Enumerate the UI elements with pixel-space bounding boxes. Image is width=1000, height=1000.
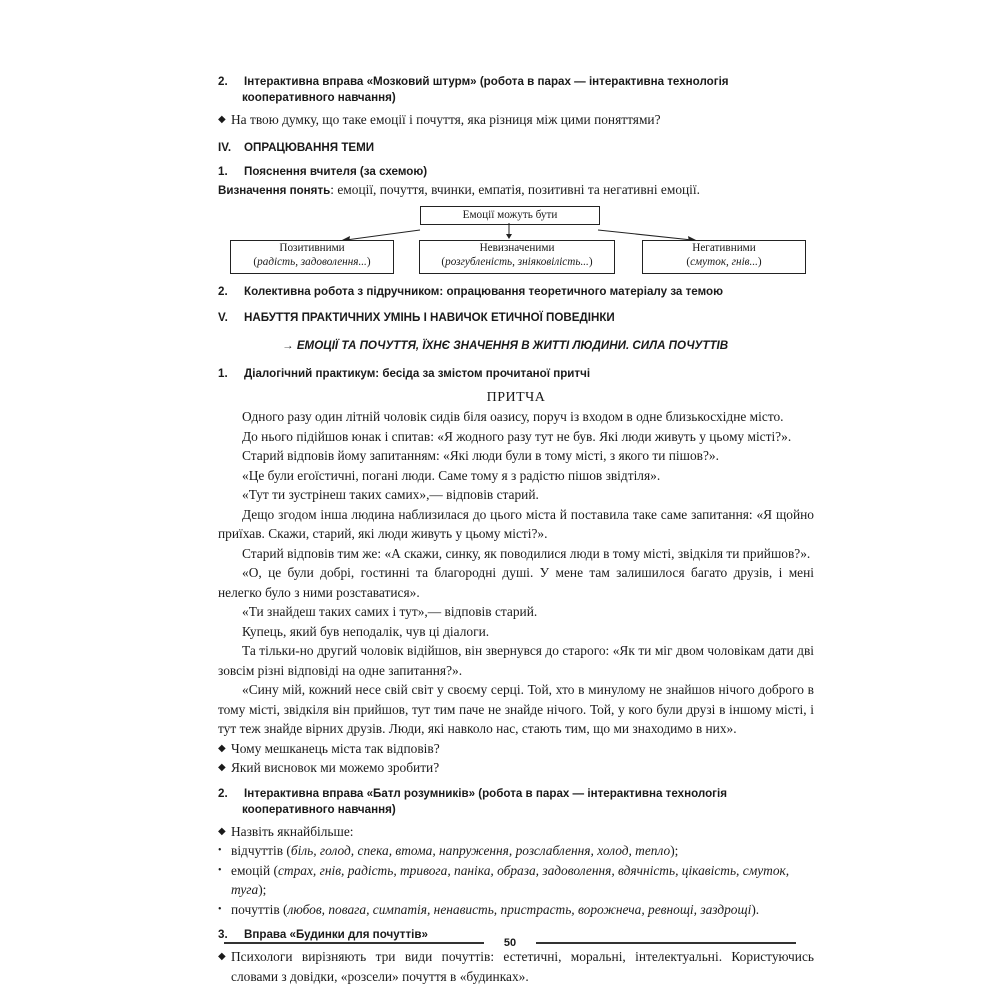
- heading-text: НАБУТТЯ ПРАКТИЧНИХ УМІНЬ І НАВИЧОК ЕТИЧНОЇ ПОВЕДІНКИ: [244, 311, 615, 324]
- section-heading-dialogue: [218, 366, 814, 382]
- emotions-diagram: [218, 206, 814, 274]
- task-text: Психологи вирізняють три види почуттів: естетичні, моральні, інтелектуальні. Користуючись словами з довідки, «розсели» почуття в «будинках».: [231, 949, 814, 984]
- parable-paragraph: Старий відповів йому запитанням: «Які люди були в тому місті, з якого ти пішов?».: [242, 448, 719, 463]
- question-text: Який висновок ми можемо зробити?: [231, 760, 440, 775]
- diamond-bullet-icon: ◆: [218, 114, 226, 125]
- diamond-bullet-icon: ◆: [218, 762, 226, 773]
- parable-paragraph: «Тут ти зустрінеш таких самих»,— відповів старий.: [242, 487, 539, 502]
- box-examples: смуток, гнів...: [690, 256, 758, 268]
- parable-paragraph: «Це були егоїстичні, погані люди. Саме тому я з радістю пішов звідтіля».: [242, 467, 661, 483]
- section-heading-brainstorm: [218, 74, 814, 106]
- parable-paragraph: «Ти знайдеш таких самих і тут»,— відповів старий.: [242, 604, 538, 619]
- heading-text: Колективна робота з підручником: опрацювання теоретичного матеріалу за темою: [244, 285, 723, 298]
- parable-text: [218, 407, 814, 739]
- diagram-box-neutral: Невизначеними (розгубленість, зніяковілість...): [419, 240, 615, 274]
- box-title: Невизначеними: [479, 242, 555, 254]
- page-footer: [224, 936, 796, 950]
- task-text: Назвіть якнайбільше:: [231, 823, 354, 839]
- heading-number: IV.: [218, 140, 232, 154]
- section-heading-iv: [218, 140, 814, 156]
- page-content: [218, 74, 814, 986]
- bullet-item: [218, 739, 814, 759]
- parable-paragraph: «Сину мій, кожний несе свій світ у своєму серці. Той, хто в минулому не знайшов нічого доброго в тому місті, звідкіля він прийшов, тут тим паче не знайде нічого. Той, у кого були друзі в іншому місті, і тут теж знайде вірних друзів. Люди, які навколо нас, стають тим, що ми знаходимо в них».: [218, 682, 814, 736]
- section-heading-teacher: [218, 164, 814, 180]
- definitions-label: Визначення понять: [218, 183, 331, 197]
- heading-text-cont: кооперативного навчання): [242, 91, 396, 104]
- heading-number: V.: [218, 311, 228, 324]
- list-item: • відчуттів (біль, голод, спека, втома, напруження, розслаблення, холод, тепло);: [218, 841, 814, 861]
- diamond-bullet-icon: ◆: [218, 825, 226, 837]
- list-examples: любов, повага, симпатія, ненависть, пристрасть, ворожнеча, ревнощі, заздрощі: [287, 901, 752, 917]
- definitions-line: [218, 180, 814, 201]
- diagram-box-negative: Негативними (смуток, гнів...): [642, 240, 806, 274]
- topic-text: ЕМОЦІЇ ТА ПОЧУТТЯ, ЇХНЄ ЗНАЧЕННЯ В ЖИТТІ ЛЮДИНИ. СИЛА ПОЧУТТІВ: [296, 339, 729, 352]
- parable-paragraph: До нього підійшов юнак і спитав: «Я жодного разу тут не був. Які люди живуть у цьому місті?».: [242, 428, 792, 444]
- footer-rule-right: [536, 942, 796, 944]
- parable-paragraph: Одного разу один літній чоловік сидів біля оазису, поруч із входом в одне близькосхідне місто.: [242, 409, 784, 424]
- parable-paragraph: Дещо згодом інша людина наблизилася до цього міста й поставила таке саме запитання: «Я щойно приїхав. Скажи, старий, які люди живуть у цьому місті?».: [218, 506, 814, 541]
- section-heading-v: [218, 310, 814, 326]
- box-title: Негативними: [692, 242, 756, 254]
- heading-text: Пояснення вчителя (за схемою): [244, 164, 428, 178]
- heading-number: 1.: [218, 164, 228, 178]
- section-heading-textbook: [218, 284, 814, 300]
- list-examples: біль, голод, спека, втома, напруження, розслаблення, холод, тепло: [290, 843, 671, 858]
- parable-paragraph: Старий відповів тим же: «А скажи, синку, як поводилися люди в тому місті, звідкіля ти прийшов?».: [242, 545, 811, 561]
- heading-text: Інтерактивна вправа «Батл розумників» (робота в парах — інтерактивна технологія: [244, 786, 727, 800]
- parable-paragraph: «О, це були добрі, гостинні та благородні душі. У мене там залишилося багато друзів, і мені нелегко було з ними розставатися».: [218, 565, 814, 600]
- heading-text: Інтерактивна вправа «Мозковий штурм» (робота в парах — інтерактивна технологія: [244, 75, 729, 88]
- heading-text: Вправа «Будинки для почуттів»: [244, 928, 428, 941]
- definitions-text: : емоції, почуття, вчинки, емпатія, позитивні та негативні емоції.: [330, 181, 700, 197]
- heading-text: Діалогічний практикум: бесіда за змістом прочитаної притчі: [244, 366, 591, 380]
- bullet-item: [218, 110, 814, 130]
- box-title: Позитивними: [279, 242, 345, 254]
- dot-bullet-icon: •: [218, 903, 222, 915]
- diamond-bullet-icon: ◆: [218, 951, 226, 962]
- heading-number: 2.: [218, 786, 228, 800]
- bullet-item: [218, 947, 814, 986]
- box-examples: радість, задоволення...: [257, 256, 367, 268]
- dot-bullet-icon: •: [218, 864, 222, 876]
- page-number: 50: [503, 937, 517, 949]
- heading-number: 2.: [218, 75, 228, 88]
- list-item: • емоцій (страх, гнів, радість, тривога, паніка, образа, задоволення, вдячність, цікавість, смуток, туга);: [218, 861, 814, 900]
- list-examples: страх, гнів, радість, тривога, паніка, образа, задоволення, вдячність, цікавість, смуток, туга: [231, 862, 790, 897]
- list-item: • почуттів (любов, повага, симпатія, ненависть, пристрасть, ворожнеча, ревнощі, заздрощі).: [218, 900, 814, 920]
- dot-bullet-icon: •: [218, 845, 222, 856]
- diamond-bullet-icon: ◆: [218, 742, 226, 754]
- heading-number: 3.: [218, 928, 228, 941]
- question-text: Чому мешканець міста так відповів?: [231, 740, 440, 756]
- bullet-item: [218, 758, 814, 778]
- footer-rule-left: [224, 942, 484, 944]
- heading-number: 2.: [218, 285, 228, 298]
- question-text: На твою думку, що таке емоції і почуття, яка різниця між цими поняттями?: [231, 112, 661, 127]
- topic-line: [218, 336, 814, 356]
- diagram-top-label: Емоції можуть бути: [462, 209, 558, 221]
- heading-text-cont: кооперативного навчання): [242, 802, 396, 816]
- parable-title: ПРИТЧА: [486, 389, 546, 405]
- heading-text: ОПРАЦЮВАННЯ ТЕМИ: [244, 140, 375, 154]
- parable-paragraph: Купець, який був неподалік, чув ці діалоги.: [242, 623, 490, 639]
- heading-number: 1.: [218, 366, 228, 380]
- section-heading-battle: [218, 786, 814, 818]
- diagram-box-positive: Позитивними (радість, задоволення...): [230, 240, 394, 274]
- box-examples: розгубленість, зніяковілість...: [445, 256, 589, 268]
- parable-paragraph: Та тільки-но другий чоловік відійшов, він звернувся до старого: «Як ти міг двом чоловікам дати дві зовсім різні відповіді на одне запитання?».: [218, 643, 814, 678]
- arrow-right-icon: →: [282, 339, 294, 352]
- bullet-item: [218, 822, 814, 842]
